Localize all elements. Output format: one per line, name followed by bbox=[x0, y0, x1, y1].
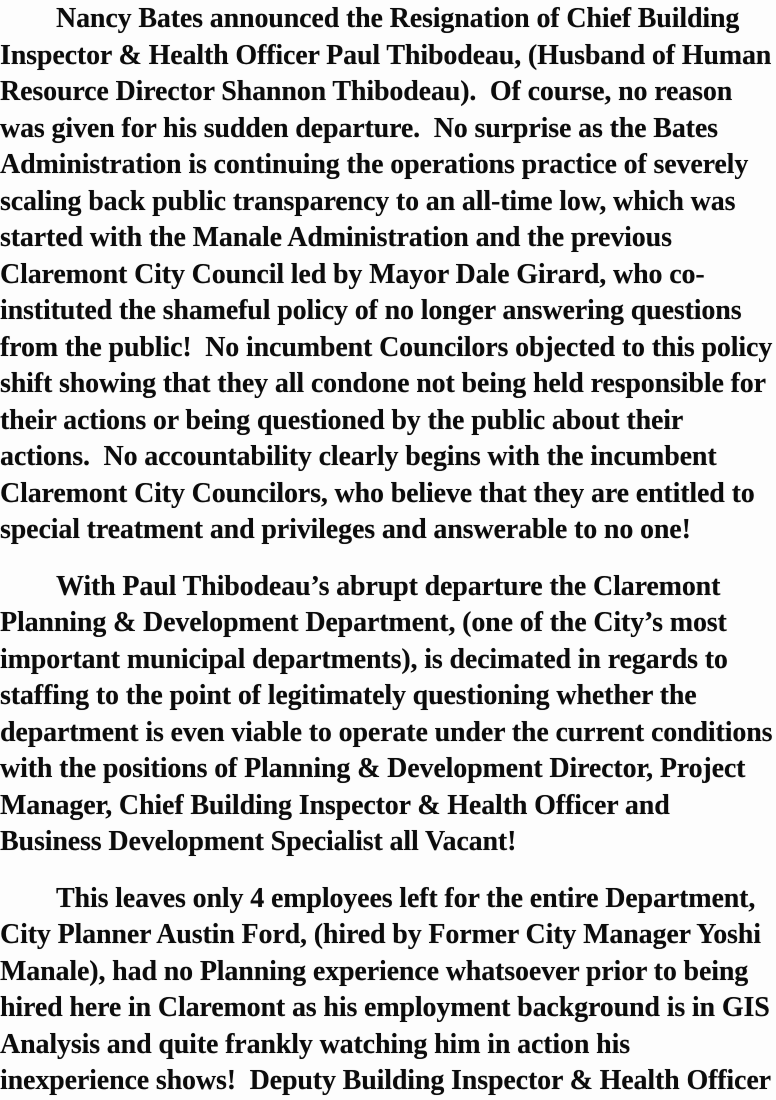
text-line: important municipal departments), is decimated in regards to bbox=[0, 643, 728, 675]
text-line: Nancy Bates announced the Resignation of Chief Building bbox=[56, 3, 740, 34]
text-line: department is even viable to operate under the current conditions bbox=[0, 716, 773, 748]
text-line: staffing to the point of legitimately questioning whether the bbox=[0, 680, 697, 711]
text-line: This leaves only 4 employees left for the entire Department, bbox=[56, 882, 756, 914]
text-line: was given for his sudden departure. No surprise as the Bates bbox=[0, 112, 718, 144]
paragraph-3 bbox=[0, 881, 776, 1100]
text-line: their actions or being questioned by the public about their bbox=[0, 404, 684, 436]
text-line: City Planner Austin Ford, (hired by Former City Manager Yoshi bbox=[0, 919, 761, 950]
text-line: scaling back public transparency to an all-time low, which was bbox=[0, 185, 736, 217]
text-line: with the positions of Planning & Development Director, Project bbox=[0, 753, 746, 784]
text-line: Resource Director Shannon Thibodeau). Of course, no reason bbox=[0, 76, 733, 107]
text-line: Business Development Specialist all Vacant! bbox=[0, 826, 517, 857]
text-line: special treatment and privileges and answerable to no one! bbox=[0, 514, 691, 545]
text-line: instituted the shameful policy of no longer answering questions bbox=[0, 295, 742, 326]
text-line: With Paul Thibodeau’s abrupt departure the Claremont bbox=[56, 570, 721, 602]
text-line: Claremont City Councilors, who believe that they are entitled to bbox=[0, 477, 755, 509]
text-line: started with the Manale Administration and the previous bbox=[0, 222, 672, 253]
text-line: Analysis and quite frankly watching him in action his bbox=[0, 1028, 630, 1060]
text-line: Claremont City Council led by Mayor Dale Girard, who co- bbox=[0, 258, 705, 290]
text-line: from the public! No incumbent Councilors objected to this policy bbox=[0, 331, 773, 363]
text-line: Inspector & Health Officer Paul Thibodeau, (Husband of Human bbox=[0, 39, 772, 71]
text-line: Manager, Chief Building Inspector & Health Officer and bbox=[0, 789, 670, 821]
text-line: Administration is continuing the operations practice of severely bbox=[0, 149, 749, 180]
paragraph-2 bbox=[0, 569, 776, 861]
text-line: hired here in Claremont as his employment background is in GIS bbox=[0, 992, 770, 1023]
text-line: Manale), had no Planning experience whatsoever prior to being bbox=[0, 955, 749, 987]
text-line: actions. No accountability clearly begins with the incumbent bbox=[0, 441, 717, 472]
text-line: shift showing that they all condone not being held responsible for bbox=[0, 368, 766, 399]
text-line: Planning & Development Department, (one of the City’s most bbox=[0, 607, 727, 638]
text-line: inexperience shows! Deputy Building Inspector & Health Officer bbox=[0, 1065, 771, 1096]
paragraph-1 bbox=[0, 1, 776, 549]
